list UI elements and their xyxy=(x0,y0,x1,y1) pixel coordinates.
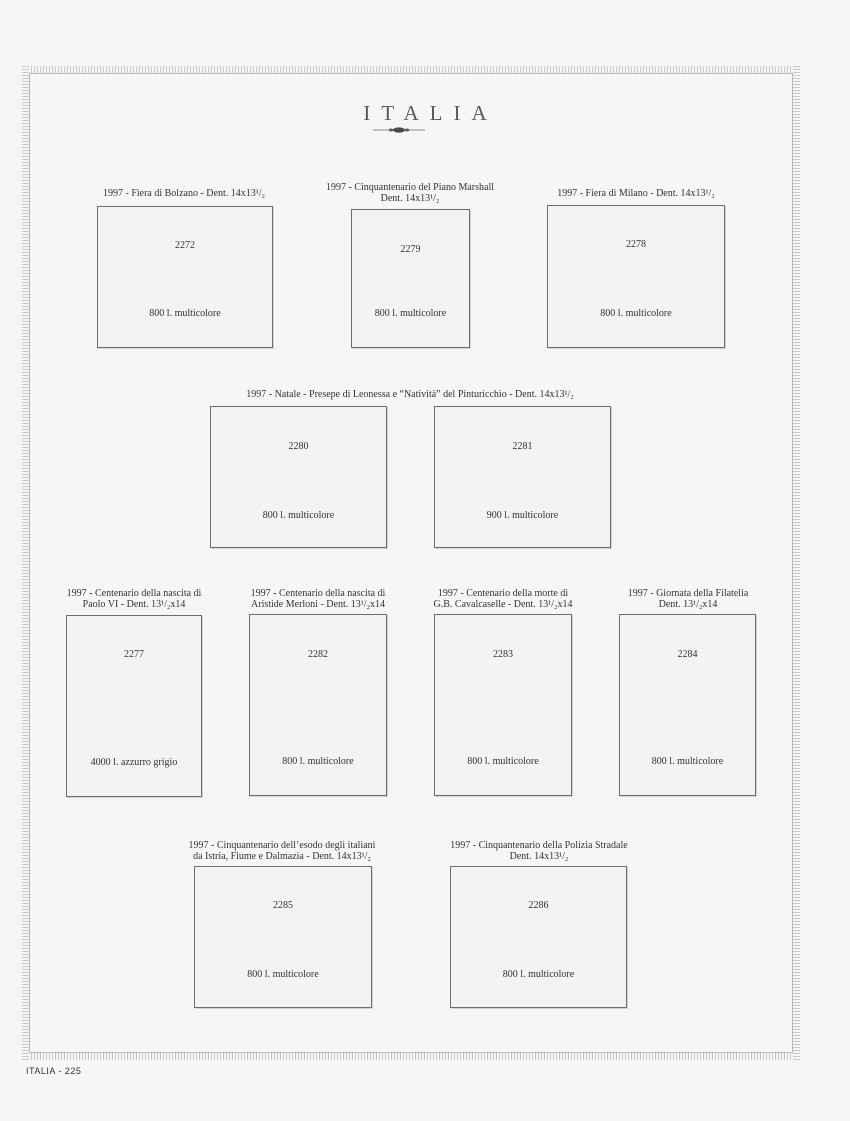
caption-line: 1997 - Cinquantenario della Polizia Stradale xyxy=(450,840,628,851)
group-caption xyxy=(420,588,586,610)
stamp-mount xyxy=(434,614,572,796)
stamp-mount xyxy=(547,205,725,348)
caption-line: 1997 - Cinquantenario dell’esodo degli italiani xyxy=(188,840,376,851)
stamp-number: 2280 xyxy=(288,441,309,452)
stamp-number: 2282 xyxy=(308,649,328,660)
caption-line: Paolo VI - Dent. 13¹/₂x14 xyxy=(82,599,186,610)
right-border xyxy=(793,66,800,1060)
caption-line: 1997 - Giornata della Filatelia xyxy=(627,588,749,599)
caption-line: da Istria, Fiume e Dalmazia - Dent. 14x13¹/₂ xyxy=(193,851,371,862)
group-caption xyxy=(200,389,620,400)
stamp-description: 900 l. multicolore xyxy=(486,510,559,521)
group-caption xyxy=(54,588,214,610)
stamp-number: 2279 xyxy=(400,244,421,255)
stamp-description: 800 l. multicolore xyxy=(467,756,539,767)
stamp-mount xyxy=(351,209,470,348)
caption-line: Dent. 14x13¹/₂ xyxy=(380,193,440,204)
stamp-mount xyxy=(194,866,372,1008)
group-caption xyxy=(534,188,738,199)
caption-line: Aristide Merloni - Dent. 13¹/₂x14 xyxy=(251,599,385,610)
stamp-description: 800 l. multicolore xyxy=(502,969,575,980)
caption-line: Dent. 13¹/₂x14 xyxy=(658,599,718,610)
group-caption xyxy=(176,840,388,862)
stamp-mount xyxy=(434,406,611,548)
stamp-description: 800 l. multicolore xyxy=(247,969,319,980)
caption-line: 1997 - Natale - Presepe di Leonessa e “Natività” del Pinturicchio - Dent. 14x13¹/₂ xyxy=(246,389,574,400)
stamp-description: 800 l. multicolore xyxy=(262,510,335,521)
stamp-description: 800 l. multicolore xyxy=(651,756,724,767)
stamp-number: 2278 xyxy=(626,239,646,250)
bottom-border xyxy=(22,1053,800,1060)
stamp-mount xyxy=(249,614,387,796)
stamp-description: 800 l. multicolore xyxy=(600,308,672,319)
group-caption xyxy=(236,588,400,610)
caption-line: 1997 - Centenario della nascita di xyxy=(250,588,386,599)
caption-line: 1997 - Centenario della morte di xyxy=(437,588,569,599)
stamp-number: 2281 xyxy=(512,441,533,452)
stamp-mount xyxy=(450,866,627,1008)
caption-line: 1997 - Centenario della nascita di xyxy=(66,588,202,599)
page-title: ITALIA xyxy=(363,101,498,125)
stamp-number: 2285 xyxy=(273,900,293,911)
caption-line: 1997 - Cinquantenario del Piano Marshall xyxy=(325,182,495,193)
stamp-mount xyxy=(97,206,273,348)
stamp-mount xyxy=(66,615,202,797)
inner-frame-left xyxy=(29,73,30,1053)
page-footer: ITALIA - 225 xyxy=(26,1066,82,1076)
group-caption xyxy=(84,188,284,199)
left-border xyxy=(22,66,29,1060)
group-caption xyxy=(608,588,768,610)
top-border xyxy=(22,66,800,73)
title-ornament-icon xyxy=(372,124,426,136)
stamp-mount xyxy=(210,406,387,548)
group-caption xyxy=(430,840,648,862)
stamp-description: 4000 l. azzurro grigio xyxy=(90,757,178,768)
stamp-description: 800 l. multicolore xyxy=(282,756,354,767)
caption-line: Dent. 14x13¹/₂ xyxy=(509,851,569,862)
stamp-number: 2286 xyxy=(528,900,549,911)
stamp-number: 2277 xyxy=(124,649,144,660)
caption-line: 1997 - Fiera di Milano - Dent. 14x13¹/₂ xyxy=(557,188,715,199)
stamp-number: 2284 xyxy=(677,649,698,660)
inner-frame-top xyxy=(29,73,793,74)
stamp-number: 2283 xyxy=(493,649,513,660)
inner-frame-bottom xyxy=(29,1052,793,1053)
stamp-number: 2272 xyxy=(175,240,195,251)
group-caption xyxy=(305,182,515,204)
caption-line: G.B. Cavalcaselle - Dent. 13¹/₂x14 xyxy=(433,599,573,610)
inner-frame-right xyxy=(792,73,793,1053)
caption-line: 1997 - Fiera di Bolzano - Dent. 14x13¹/₂ xyxy=(102,188,265,199)
stamp-description: 800 l. multicolore xyxy=(374,308,447,319)
stamp-description: 800 l. multicolore xyxy=(149,308,221,319)
stamp-mount xyxy=(619,614,756,796)
